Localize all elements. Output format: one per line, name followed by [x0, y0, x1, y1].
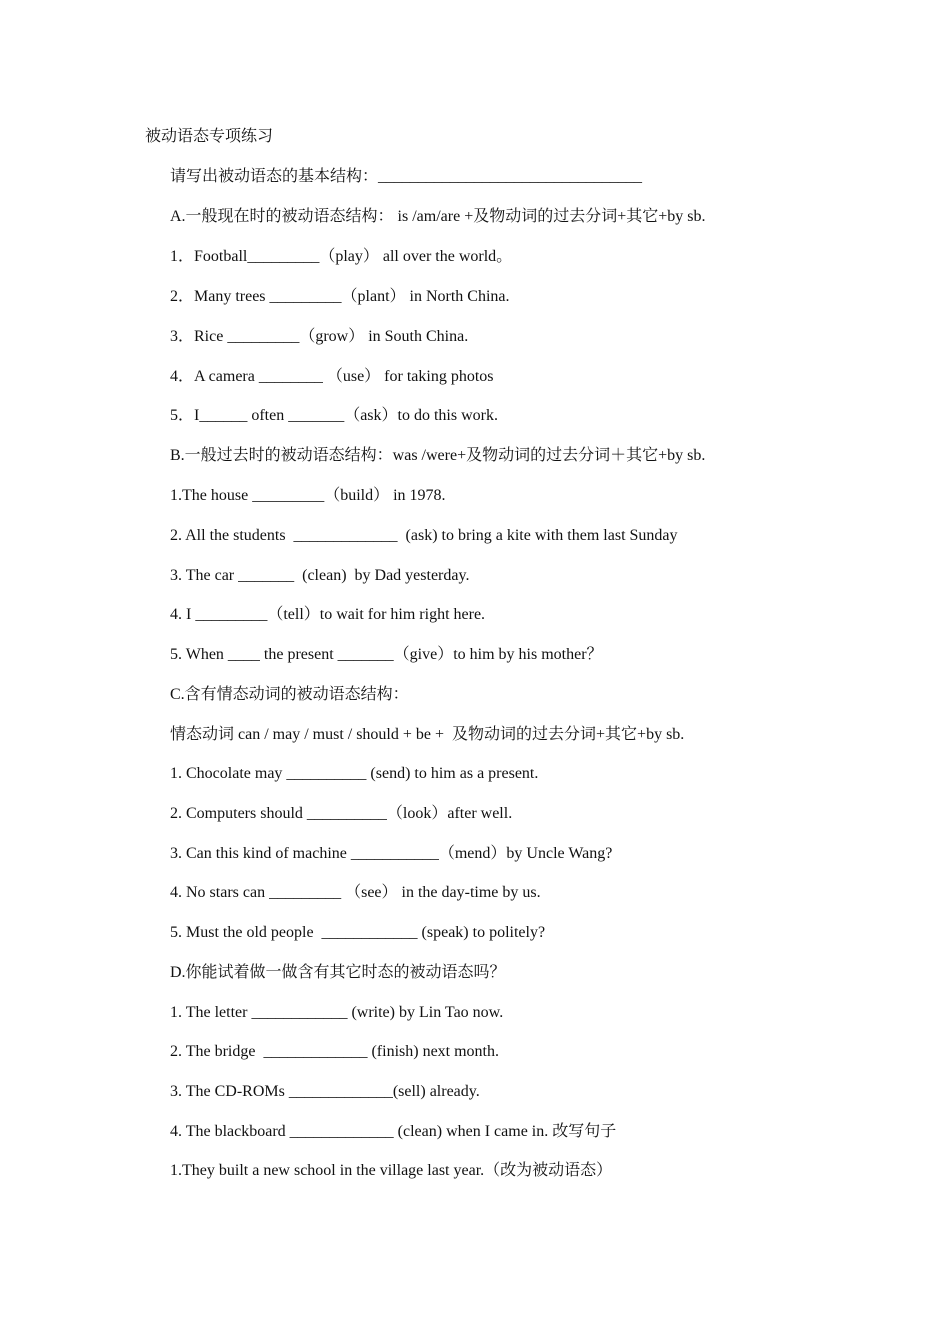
text-line: 请写出被动语态的基本结构：_________________________________: [170, 168, 643, 185]
exercise-line: 4. No stars can _________ （see） in the day-time by us.: [170, 884, 541, 901]
exercise-line: 1. Chocolate may __________ (send) to him as a present.: [170, 765, 539, 782]
exercise-line: 3. Can this kind of machine ___________（mend）by Uncle Wang?: [170, 845, 613, 862]
exercise-line: 2. Computers should __________（look）after well.: [170, 805, 513, 822]
exercise-line: 5. Must the old people ____________ (speak) to politely?: [170, 924, 546, 941]
exercise-line: 4. I _________（tell）to wait for him right here.: [170, 606, 486, 623]
section-heading-a: A.一般现在时的被动语态结构： is /am/are +及物动词的过去分词+其它+by sb.: [170, 208, 706, 225]
document-title: 被动语态专项练习: [145, 128, 274, 145]
exercise-line: 1．Football_________（play） all over the world。: [170, 248, 513, 265]
exercise-line: 5．I______ often _______（ask）to do this work.: [170, 407, 498, 424]
exercise-line: 4. The blackboard _____________ (clean) when I came in. 改写句子: [170, 1123, 617, 1140]
exercise-line: 1. The letter ____________ (write) by Lin Tao now.: [170, 1004, 504, 1021]
exercise-line: 2. The bridge _____________ (finish) next month.: [170, 1043, 499, 1060]
exercise-line: 2．Many trees _________（plant） in North China.: [170, 288, 510, 305]
exercise-line: 3．Rice _________（grow） in South China.: [170, 328, 469, 345]
exercise-line: 3. The CD-ROMs _____________(sell) already.: [170, 1083, 480, 1100]
exercise-line: 1.They built a new school in the village last year.（改为被动语态）: [170, 1162, 613, 1179]
text-line: 情态动词 can / may / must / should + be + 及物动词的过去分词+其它+by sb.: [170, 726, 685, 743]
section-heading-d: D.你能试着做一做含有其它时态的被动语态吗？: [170, 964, 506, 981]
exercise-line: 2. All the students _____________ (ask) to bring a kite with them last Sunday: [170, 527, 678, 544]
section-heading-c: C.含有情态动词的被动语态结构：: [170, 686, 409, 703]
exercise-line: 1.The house _________（build） in 1978.: [170, 487, 446, 504]
exercise-line: 3. The car _______ (clean) by Dad yesterday.: [170, 567, 470, 584]
exercise-line: 5. When ____ the present _______（give）to him by his mother？: [170, 646, 603, 663]
section-heading-b: B.一般过去时的被动语态结构：was /were+及物动词的过去分词＋其它+by sb.: [170, 447, 706, 464]
exercise-line: 4．A camera ________ （use） for taking photos: [170, 368, 494, 385]
